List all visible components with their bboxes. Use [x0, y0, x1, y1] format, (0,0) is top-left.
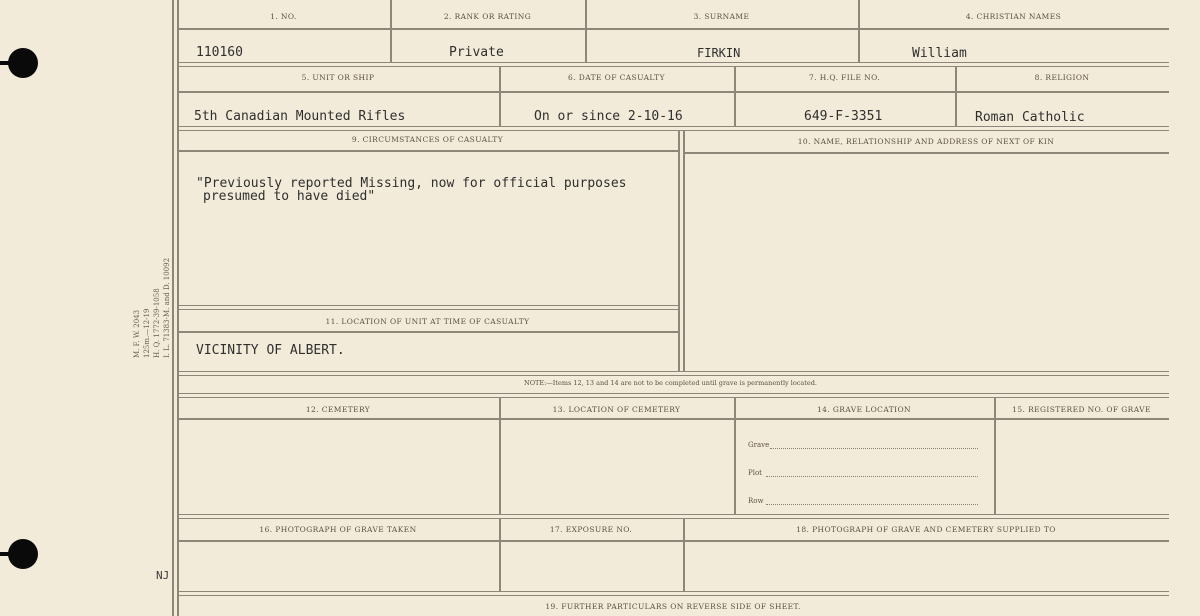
row1-divider-3 [858, 0, 860, 62]
binder-hole-top-tail [0, 61, 14, 65]
row4-bottom-rule [177, 514, 1169, 519]
header-registered-no: 15. REGISTERED NO. OF GRAVE [1012, 405, 1151, 414]
row3-divider [678, 131, 680, 372]
header-location-of-cemetery: 13. LOCATION OF CEMETERY [552, 405, 681, 414]
row3-bottom-rule [177, 371, 1169, 376]
header-photograph-taken: 16. PHOTOGRAPH OF GRAVE TAKEN [259, 525, 417, 534]
header-location-of-unit: 11. LOCATION OF UNIT AT TIME OF CASUALTY [325, 317, 530, 326]
grave-field-line [770, 448, 978, 449]
plot-field-label: Plot [748, 469, 762, 477]
plot-field-line [766, 476, 978, 477]
circumstances-header-rule [177, 150, 678, 152]
row2-header-rule [177, 91, 1169, 93]
binder-hole-bottom-tail [0, 552, 14, 556]
row-field-line [766, 504, 978, 505]
value-religion: Roman Catholic [975, 110, 1085, 125]
header-cemetery: 12. CEMETERY [305, 405, 371, 414]
header-unit: 5. UNIT OR SHIP [301, 73, 375, 82]
row5-header-rule [177, 540, 1169, 542]
row-field-label: Row [748, 497, 764, 505]
value-circumstances-line1: "Previously reported Missing, now for official purposes [196, 176, 627, 191]
grave-field-label: Grave [748, 441, 770, 449]
value-surname: FIRKIN [697, 46, 741, 60]
side-print-line3: H. Q. 1772-39-1058 [153, 288, 161, 358]
value-hq-file: 649-F-3351 [804, 109, 883, 124]
header-hq-file: 7. H.Q. FILE NO. [808, 73, 881, 82]
header-next-of-kin: 10. NAME, RELATIONSHIP AND ADDRESS OF NEXT OF KIN [797, 137, 1055, 146]
header-surname: 3. SURNAME [693, 12, 750, 21]
frame-left-outer [172, 0, 174, 616]
note-bottom-rule [177, 393, 1169, 398]
footer-further-particulars: 19. FURTHER PARTICULARS ON REVERSE SIDE OF SHEET. [545, 602, 801, 611]
header-exposure-no: 17. EXPOSURE NO. [549, 525, 633, 534]
header-no: 1. NO. [270, 12, 297, 21]
value-location-of-unit: VICINITY OF ALBERT. [196, 343, 345, 358]
side-print-line4: I. L. 71383-M. and D. 10092 [163, 257, 171, 358]
row1-divider-2 [585, 0, 587, 62]
next-of-kin-header-rule [683, 152, 1169, 154]
header-grave-location: 14. GRAVE LOCATION [816, 405, 912, 414]
side-print-line2: 125m.—12-19 [143, 308, 151, 358]
row1-divider-1 [390, 0, 392, 62]
row4-header-rule [177, 418, 1169, 420]
row1-bottom-rule [177, 62, 1169, 67]
value-date-of-casualty: On or since 2-10-16 [534, 109, 683, 124]
header-circumstances: 9. CIRCUMSTANCES OF CASUALTY [351, 135, 504, 144]
header-religion: 8. RELIGION [1034, 73, 1090, 82]
row4-divider-3 [994, 398, 996, 514]
header-date-of-casualty: 6. DATE OF CASUALTY [568, 73, 665, 82]
clerk-initials: NJ [156, 569, 170, 582]
row4-divider-2 [734, 398, 736, 514]
circumstances-bottom-rule [177, 305, 678, 310]
header-photograph-supplied: 18. PHOTOGRAPH OF GRAVE AND CEMETERY SUPPLIED TO [796, 525, 1056, 534]
note-text: NOTE:—Items 12, 13 and 14 are not to be completed until grave is permanently located. [524, 379, 817, 387]
row3-divider-b [683, 131, 685, 372]
side-print-line1: M. F. W. 2043 [133, 309, 141, 358]
value-christian-names: William [912, 46, 967, 61]
location-header-rule [177, 331, 678, 333]
value-circumstances-line2: presumed to have died" [203, 189, 376, 204]
row5-bottom-rule [177, 591, 1169, 596]
row1-header-rule [177, 28, 1169, 30]
header-rank: 2. RANK OR RATING [443, 12, 532, 21]
header-christian-names: 4. CHRISTIAN NAMES [965, 12, 1062, 21]
value-unit: 5th Canadian Mounted Rifles [194, 109, 406, 124]
value-rank: Private [449, 45, 504, 60]
value-no: 110160 [196, 45, 243, 60]
row4-divider-1 [499, 398, 501, 514]
row2-bottom-rule [177, 126, 1169, 131]
